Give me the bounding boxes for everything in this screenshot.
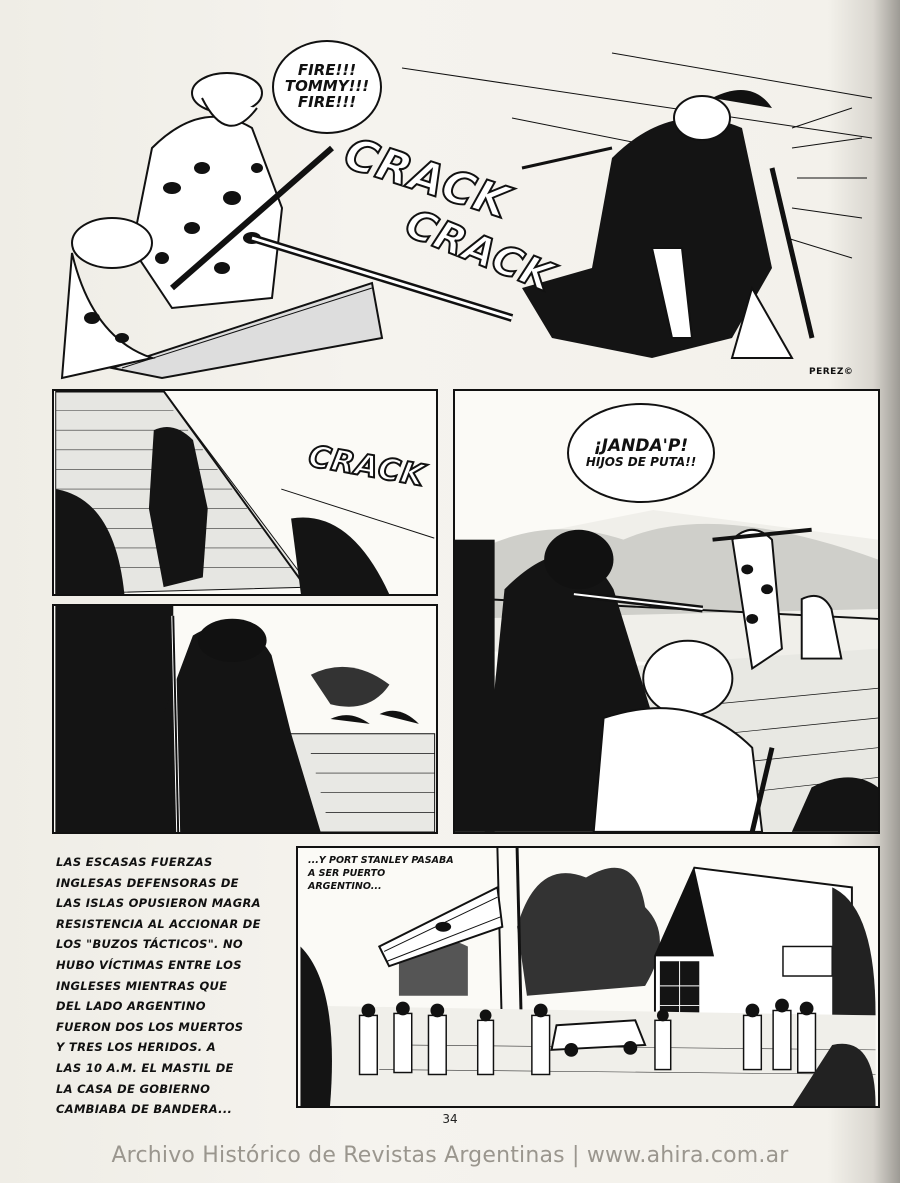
caption-line: LAS 10 A.M. EL MASTIL DE: [56, 1060, 234, 1075]
panel-3-illustration: [54, 606, 436, 832]
speech-bubble-janda: [567, 403, 715, 503]
speech-janda-line-1: ¡JANDA'P!: [593, 435, 689, 456]
caption-line: LAS ISLAS OPUSIERON MAGRA: [56, 896, 261, 911]
panel-5-flag-raising: [296, 846, 880, 1108]
inset-caption-line: ARGENTINO...: [308, 881, 382, 892]
page-number: 34: [442, 1112, 458, 1126]
panel-2-wall-climb: [52, 389, 438, 596]
sfx-crack-2: CRACK: [399, 200, 561, 302]
panel-2-illustration: [54, 391, 436, 594]
caption-line: LOS "BUZOS TÁCTICOS". NO: [56, 937, 243, 952]
panel-4-shouting: [453, 389, 880, 834]
caption-line: INGLESES MIENTRAS QUE: [56, 978, 228, 993]
caption-line: Y TRES LOS HERIDOS. A: [56, 1040, 216, 1055]
inset-caption: [304, 852, 458, 895]
panel-3-soldier-watch: [52, 604, 438, 834]
inset-caption-line: A SER PUERTO: [308, 868, 386, 879]
caption-line: FUERON DOS LOS MUERTOS: [56, 1019, 244, 1034]
speech-line-2: TOMMY!!!: [284, 77, 370, 96]
speech-line-3: FIRE!!!: [297, 92, 357, 111]
speech-janda-line-2: HIJOS DE PUTA!!: [585, 454, 697, 469]
inset-caption-line: ...Y PORT STANLEY PASABA: [308, 855, 454, 866]
speech-bubble-fire: [272, 40, 382, 134]
panel-1-shootout: [52, 38, 880, 382]
caption-line: RESISTENCIA AL ACCIONAR DE: [56, 916, 261, 931]
narration-caption: [56, 852, 286, 1120]
caption-line: INGLESAS DEFENSORAS DE: [56, 875, 239, 890]
sfx-crack-3: CRACK: [305, 439, 428, 494]
caption-line: DEL LADO ARGENTINO: [56, 999, 206, 1014]
caption-line: CAMBIABA DE BANDERA...: [56, 1102, 233, 1117]
speech-line-1: FIRE!!!: [297, 61, 357, 80]
caption-line: HUBO VÍCTIMAS ENTRE LOS: [56, 957, 242, 972]
caption-line: LAS ESCASAS FUERZAS: [56, 855, 213, 869]
artist-signature: PEREZ©: [809, 367, 854, 377]
caption-line: LA CASA DE GOBIERNO: [56, 1081, 211, 1096]
sfx-crack-1: CRACK: [338, 127, 516, 230]
archive-watermark: Archivo Histórico de Revistas Argentinas | www.ahira.com.ar: [111, 1143, 789, 1168]
